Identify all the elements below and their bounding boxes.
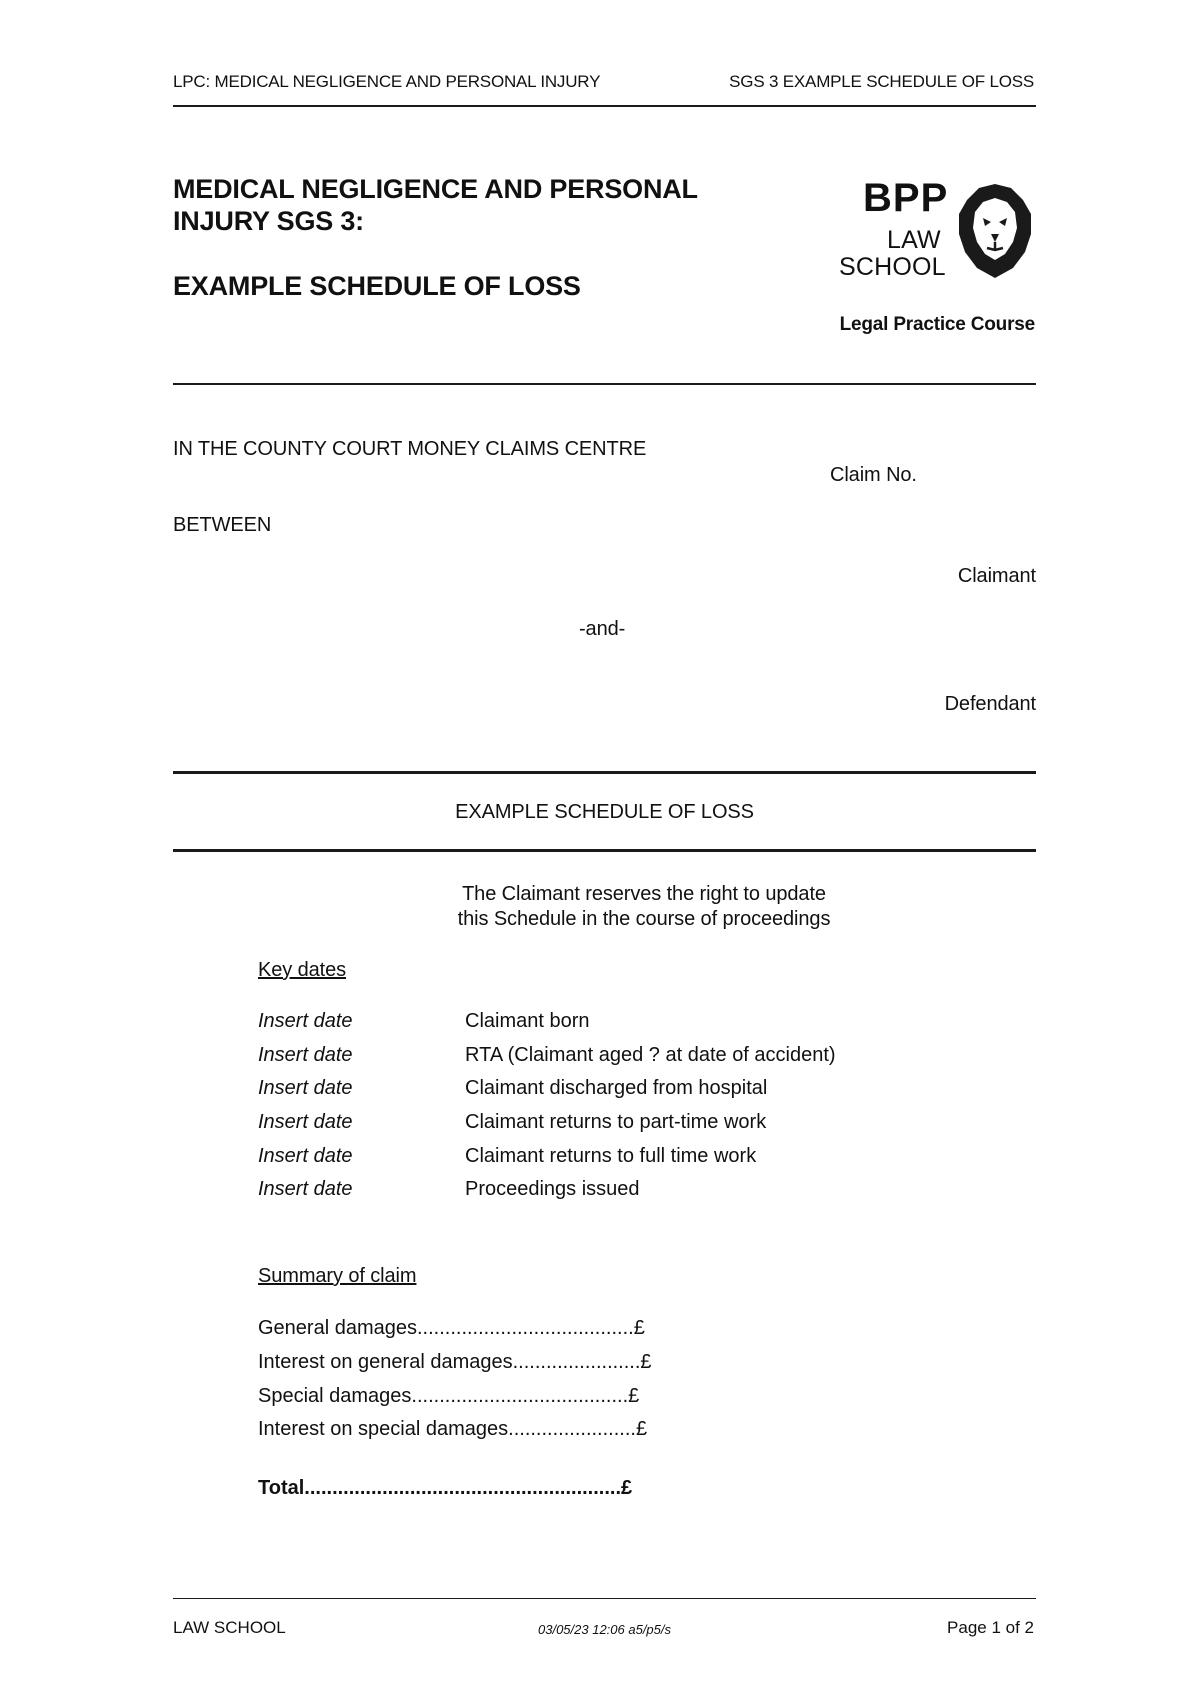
key-date-event: Proceedings issued	[465, 1178, 640, 1200]
reserve-note-line-1: The Claimant reserves the right to update	[462, 883, 826, 905]
claimant-label: Claimant	[957, 565, 1036, 587]
header-rule	[173, 105, 1036, 107]
logo-sub-law: LAW	[887, 226, 941, 254]
defendant-label: Defendant	[944, 693, 1036, 715]
and-separator: -and-	[579, 618, 626, 640]
key-date-event: Claimant returns to full time work	[465, 1145, 757, 1167]
between-label: BETWEEN	[173, 514, 272, 536]
lion-head-icon	[955, 182, 1035, 280]
schedule-top-rule	[173, 771, 1036, 774]
reserve-note-line-2: this Schedule in the course of proceedings	[457, 908, 831, 930]
key-date: Insert date	[258, 1111, 353, 1133]
logo-course: Legal Practice Course	[839, 314, 1035, 335]
footer-page-number: Page 1 of 2	[947, 1618, 1034, 1637]
logo-brand: BPP	[863, 176, 949, 220]
page-title-line-1: MEDICAL NEGLIGENCE AND PERSONAL	[173, 174, 698, 204]
logo-sub-school: SCHOOL	[839, 253, 946, 281]
claim-number-label: Claim No.	[830, 464, 917, 486]
summary-line-general-damages: General damages.......................................£	[258, 1317, 645, 1339]
page-title-line-2: INJURY SGS 3:	[173, 206, 364, 236]
summary-line-interest-special: Interest on special damages.......................£	[258, 1418, 648, 1440]
reserve-note	[400, 882, 888, 932]
key-dates-heading: Key dates	[258, 959, 347, 981]
footer-center: 03/05/23 12:06 a5/p5/s	[538, 1622, 672, 1637]
key-date-event: Claimant discharged from hospital	[465, 1077, 768, 1099]
key-date: Insert date	[258, 1077, 353, 1099]
title-rule	[173, 383, 1036, 385]
key-date: Insert date	[258, 1145, 353, 1167]
key-date-event: Claimant returns to part-time work	[465, 1111, 767, 1133]
court-name: IN THE COUNTY COURT MONEY CLAIMS CENTRE	[173, 438, 647, 460]
key-date: Insert date	[258, 1178, 353, 1200]
running-header-left: LPC: MEDICAL NEGLIGENCE AND PERSONAL INJURY	[173, 72, 601, 91]
bpp-logo	[835, 176, 1045, 335]
key-date-event: Claimant born	[465, 1010, 590, 1032]
schedule-heading: EXAMPLE SCHEDULE OF LOSS	[455, 801, 754, 823]
footer-rule	[173, 1598, 1036, 1599]
summary-line-special-damages: Special damages.......................................£	[258, 1385, 640, 1407]
key-date: Insert date	[258, 1010, 353, 1032]
footer-left: LAW SCHOOL	[173, 1618, 286, 1637]
summary-line-interest-general: Interest on general damages.......................£	[258, 1351, 652, 1373]
summary-total: Total.........................................................£	[258, 1477, 633, 1499]
page-title-line-3: EXAMPLE SCHEDULE OF LOSS	[173, 271, 581, 301]
key-date-event: RTA (Claimant aged ? at date of accident)	[465, 1044, 836, 1066]
key-date: Insert date	[258, 1044, 353, 1066]
running-header-right: SGS 3 EXAMPLE SCHEDULE OF LOSS	[729, 72, 1034, 91]
summary-heading: Summary of claim	[258, 1265, 417, 1287]
schedule-bottom-rule	[173, 849, 1036, 852]
